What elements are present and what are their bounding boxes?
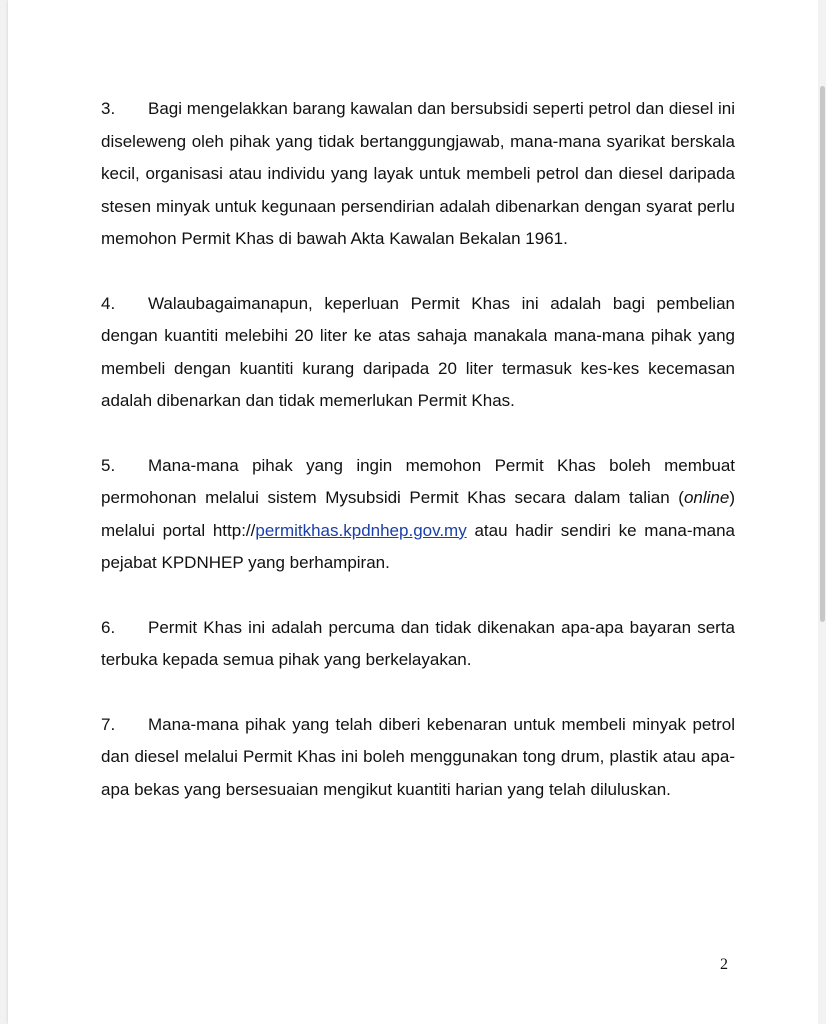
italic-term: online [683, 488, 730, 507]
portal-link[interactable]: permitkhas.kpdnhep.gov.my [255, 520, 467, 540]
paragraph-text-start: Mana-mana pihak yang ingin memohon Permit Khas boleh membuat permohonan melalui sistem Mysubsidi Permit Khas secara dalam talian ( [101, 455, 735, 507]
paragraph-text-end: atau hadir sendiri ke mana-mana pejabat KPDNHEP yang berhampiran. [101, 520, 736, 572]
paragraph-7 [101, 709, 735, 807]
scrollbar[interactable] [818, 0, 826, 1024]
paragraph-text: Bagi mengelakkan barang kawalan dan bersubsidi seperti petrol dan diesel ini diseleweng oleh pihak yang tidak bertanggungjawab, mana-mana syarikat berskala kecil, organisasi atau individu yang layak untuk membeli petrol dan diesel daripada stesen minyak untuk kegunaan persendirian adalah dibenarkan dengan syarat perlu memohon Permit Khas di bawah Akta Kawalan Bekalan 1961. [101, 99, 735, 248]
paragraph-4 [101, 288, 735, 418]
paragraph-number: 7. [101, 714, 116, 734]
paragraph-text: Mana-mana pihak yang telah diberi kebenaran untuk membeli minyak petrol dan diesel melalui Permit Khas ini boleh menggunakan tong drum, plastik atau apa-apa bekas yang bersesuaian mengikut kuantiti harian yang telah diluluskan. [101, 714, 735, 799]
document-page [8, 0, 818, 1024]
paragraph-3 [101, 93, 735, 256]
scrollbar-thumb[interactable] [820, 86, 825, 622]
paragraph-text: Walaubagaimanapun, keperluan Permit Khas ini adalah bagi pembelian dengan kuantiti melebihi 20 liter ke atas sahaja manakala mana-mana pihak yang membeli dengan kuantiti kurang daripada 20 liter termasuk kes-kes kecemasan adalah dibenarkan dan tidak memerlukan Permit Khas. [101, 293, 735, 410]
paragraph-text-middle: ) melalui portal http:// [101, 488, 735, 540]
document-body [101, 93, 735, 838]
paragraph-5 [101, 450, 735, 580]
paragraph-text: Permit Khas ini adalah percuma dan tidak dikenakan apa-apa bayaran serta terbuka kepada semua pihak yang berkelayakan. [101, 617, 735, 669]
paragraph-6 [101, 612, 735, 677]
paragraph-number: 5. [101, 455, 116, 475]
paragraph-number: 3. [101, 99, 116, 118]
paragraph-number: 4. [101, 293, 116, 313]
paragraph-number: 6. [101, 617, 116, 637]
page-number: 2 [720, 956, 728, 973]
